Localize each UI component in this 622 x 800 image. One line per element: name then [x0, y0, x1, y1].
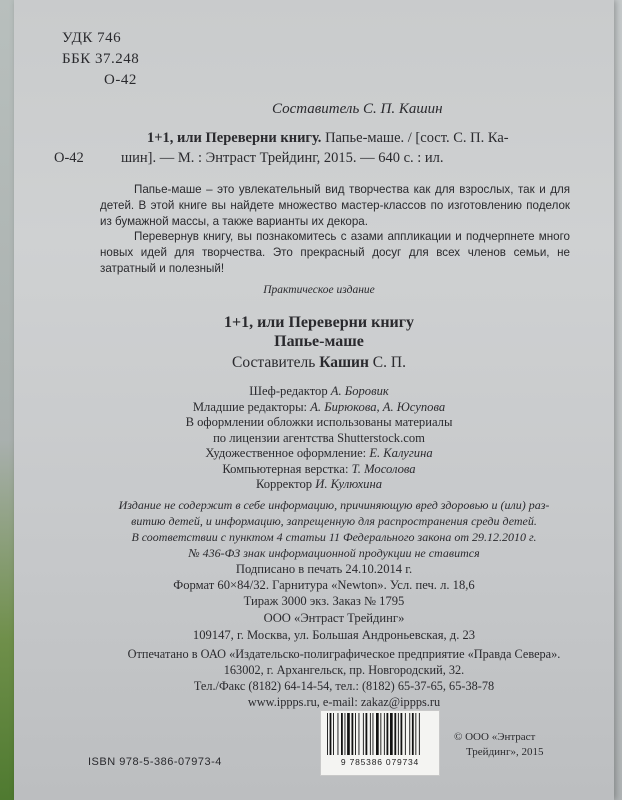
- publisher-info: [134, 610, 534, 644]
- credit-line: Шеф-редактор А. Боровик: [249, 384, 389, 398]
- description-paragraph: Перевернув книгу, вы познакомитесь с азами аппликации и подчерпнете много новых идей для творчества. Это прекрасный досуг для всех членов семьи, не затратный и полезный!: [100, 230, 570, 275]
- biblio-line-1-rest: Папье-маше. / [сост. С. П. Ка-: [321, 130, 509, 146]
- bbk-code: ББК 37.248: [62, 51, 140, 67]
- barcode-bar: [401, 713, 403, 755]
- barcode-bar: [409, 713, 410, 755]
- barcode-bar: [327, 713, 328, 755]
- print-line: Тираж 3000 экз. Заказ № 1795: [243, 594, 405, 608]
- barcode-bar: [387, 713, 389, 755]
- biblio-line-2: шин]. — М. : Энтраст Трейдинг, 2015. — 640 с. : ил.: [121, 150, 444, 166]
- publisher-name: ООО «Энтраст Трейдинг»: [263, 611, 405, 625]
- barcode-bar: [355, 713, 356, 755]
- barcode-bar: [376, 713, 379, 755]
- barcode-bar: [380, 713, 381, 755]
- book-title: 1+1, или Переверни книгу: [223, 314, 415, 331]
- barcode-bar: [352, 713, 354, 755]
- compiler-prefix: Составитель: [232, 354, 320, 371]
- classification-block: [62, 28, 139, 91]
- print-info: [134, 561, 514, 609]
- description: [100, 182, 570, 277]
- printer-line: Тел./Факс (8182) 64-14-54, тел.: (8182) 65-37-65, 65-38-78: [193, 679, 495, 693]
- barcode-bar: [405, 713, 406, 755]
- barcode-bar: [330, 713, 332, 755]
- barcode-digits: 9 785386 079734: [340, 757, 420, 767]
- barcode-bar: [390, 713, 393, 755]
- compiler-line: [154, 354, 484, 372]
- barcode-bars: [321, 711, 439, 757]
- barcode-bar: [394, 713, 396, 755]
- biblio-line-1: [147, 130, 509, 147]
- barcode-bar: [347, 713, 350, 755]
- barcode-bar: [412, 713, 414, 755]
- printer-line: 163002, г. Архангельск, пр. Новгородский, 32.: [223, 663, 465, 677]
- copyright: [454, 730, 543, 760]
- printer-line: Отпечатано в ОАО «Издательско-полиграфическое предприятие «Правда Севера».: [127, 647, 561, 661]
- compiler-surname: Кашин: [319, 354, 369, 371]
- composer-line: Составитель С. П. Кашин: [272, 101, 443, 117]
- print-line: Подписано в печать 24.10.2014 г.: [235, 562, 413, 576]
- barcode-bar: [333, 713, 334, 755]
- barcode-bar: [341, 713, 343, 755]
- copyright-line: © ООО «Энтраст: [454, 731, 536, 743]
- barcode-bar: [338, 713, 339, 755]
- credit-line: В оформлении обложки использованы материалы: [185, 415, 453, 429]
- barcode-bar: [384, 713, 385, 755]
- copyright-line: Трейдинг», 2015: [466, 746, 544, 758]
- barcode-bar: [363, 713, 364, 755]
- credit-line: по лицензии агентства Shutterstock.com: [213, 430, 425, 445]
- legal-line: В соответствии с пунктом 4 статьи 11 Федерального закона от 29.12.2010 г.: [131, 530, 537, 544]
- barcode-bar: [415, 713, 416, 755]
- credit-line: Художественное оформление: Е. Калугина: [205, 446, 433, 460]
- biblio-code: О-42: [54, 150, 84, 166]
- publisher-address: 109147, г. Москва, ул. Большая Андроньевская, д. 23: [192, 628, 476, 642]
- legal-line: витию детей, и информацию, запрещенную для распространения среди детей.: [131, 514, 537, 528]
- barcode-bar: [419, 713, 420, 755]
- credits-block: [164, 384, 474, 493]
- udk-code: УДК 746: [62, 30, 122, 46]
- edition-type: Практическое издание: [263, 284, 375, 296]
- credit-line: Компьютерная верстка: Т. Мосолова: [222, 461, 416, 476]
- barcode-bar: [359, 713, 360, 755]
- credit-line: Корректор И. Кулюхина: [255, 477, 383, 491]
- compiler-initials: С. П.: [368, 354, 406, 371]
- legal-line: Издание не содержит в себе информацию, причиняющую вред здоровью и (или) раз-: [118, 498, 550, 512]
- print-line: Формат 60×84/32. Гарнитура «Newton». Усл. печ. л. 18,6: [173, 578, 475, 592]
- legal-notice: [84, 497, 584, 561]
- printing-house: [94, 646, 594, 710]
- printer-line: www.ippps.ru, e-mail: zakaz@ippps.ru: [247, 695, 441, 709]
- legal-line: № 436-ФЗ знак информационной продукции не ставится: [188, 546, 480, 560]
- isbn: ISBN 978-5-386-07973-4: [88, 756, 222, 768]
- author-mark: О-42: [104, 72, 137, 88]
- book-page: [14, 0, 614, 800]
- credit-line: Младшие редакторы: А. Бирюкова, А. Юсупова: [192, 399, 446, 414]
- barcode-bar: [398, 713, 399, 755]
- description-paragraph: Папье-маше – это увлекательный вид творчества как для взрослых, так и для детей. В этой книге вы найдете множество мастер-классов по изготовлению поделок из бумажной массы, а также варианты их декора.: [100, 183, 570, 228]
- barcode-bar: [345, 713, 346, 755]
- book-subtitle: Папье-маше: [274, 333, 364, 350]
- biblio-title: 1+1, или Переверни книгу.: [147, 130, 322, 146]
- barcode-bar: [373, 713, 374, 755]
- barcode-bar: [370, 713, 371, 755]
- barcode-bar: [366, 713, 368, 755]
